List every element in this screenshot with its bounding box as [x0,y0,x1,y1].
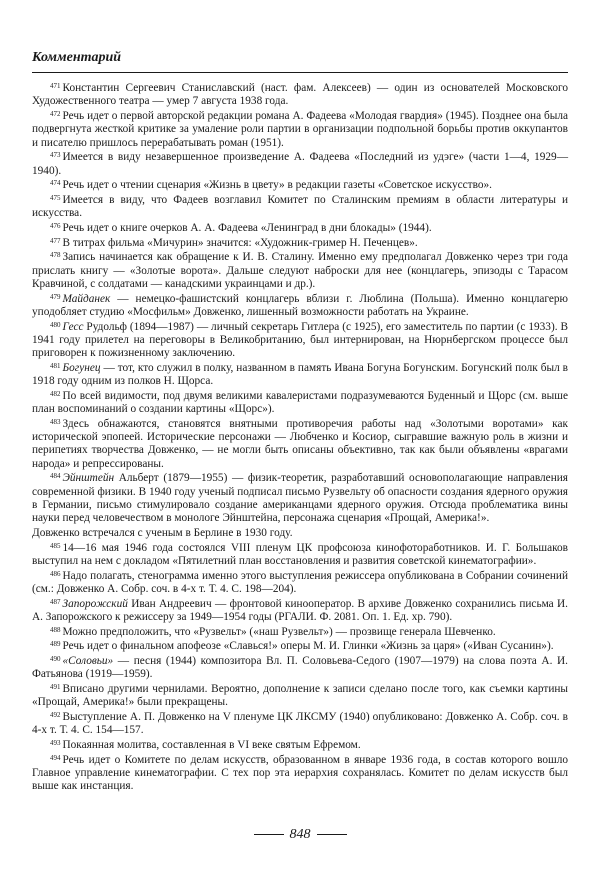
footnote-number: 473 [50,151,61,160]
footnote-486 [32,570,568,597]
footnote-text: Вписано другими чернилами. Вероятно, дополнение к записи сделано после того, как съемки картины «Прощай, Америка!» были прекращены. [32,682,568,709]
footnote-number: 484 [50,472,61,481]
footnote-478 [32,251,568,291]
footer-dash-left [254,834,284,835]
footnote-477 [32,237,568,250]
footnote-number: 477 [50,236,61,245]
footnote-text: Выступление А. П. Довженко на V пленуме ЦК ЛКСМУ (1940) опубликовано: Довженко А. Собр. соч. в 4-х т. Т. 4. С. 154—157. [32,710,568,737]
footnote-text: Можно предположить, что «Рузвельт» («наш Рузвельт») — прозвище генерала Шевченко. [62,625,496,638]
footnote-text: Запись начинается как обращение к И. В. Сталину. Именно ему предполагал Довженко через три года прислать книгу — «Золотые ворота». Дальше следуют наброски для нее (концлагерь, эпизоды с Тарасом Кравчиной, с солдатами — канадскими украинцами и др.). [32,251,568,290]
footnote-text: Здесь обнажаются, становятся внятными противоречия работы над «Золотыми воротами» как исторической эпопеей. Исторические персонажи — Любченко и Косиор, сыгравшие важную роль в жизни и перипетиях творчества Довженко, — не могли быть описаны объективно, так как были объявлены «врагами народа» и репрессированы. [32,417,568,470]
footnote-489 [32,640,568,653]
footnote-text: Покаянная молитва, составленная в VI веке святым Ефремом. [62,738,361,751]
footnote-text: Константин Сергеевич Станиславский (наст. фам. Алексеев) — один из основателей Московского Художественного театра — умер 7 августа 1938 года. [32,82,568,108]
footnote-number: 471 [50,82,61,90]
footnote-text: Альберт (1879—1955) — физик-теоретик, разработавший основополагающие направления современной физики. В 1940 году ученый подписал письмо Рузвельту об опасности создания ядерного оружия в Германии, письмо стимулировало создание американцами ядерного оружия. Отсюда проблематика вины науки перед человечеством в монологе Эйнштейна, персонажа сценария «Прощай, Америка!». [32,472,568,525]
footnote-474 [32,179,568,192]
footnote-481 [32,362,568,389]
footnote-475 [32,194,568,221]
footnote-text: Речь идет о финальном апофеозе «Славься!» оперы М. И. Глинки «Жизнь за царя» («Иван Сусанин»). [62,640,554,653]
footnote-476 [32,222,568,235]
footnote-text: Речь идет о книге очерков А. А. Фадеева «Ленинград в дни блокады» (1944). [62,221,432,234]
footnote-number: 479 [50,292,61,301]
footnote-480 [32,321,568,361]
commentary-notes [32,82,568,795]
footnote-487 [32,598,568,625]
footnote-continuation-14 [32,527,568,540]
footnote-text: Речь идет о первой авторской редакции романа А. Фадеева «Молодая гвардия» (1945). Позднее она была подвергнута жесткой критике за умаление роли партии в организации подпольной борьбы против оккупантов и писателю пришлось перерабатывать роман (1951). [32,109,568,149]
footnote-text: — тот, кто служил в полку, названном в память Ивана Богуна Богунским. Богунский полк был в 1918 году одним из полков Н. Щорса. [32,361,568,388]
footnote-number: 485 [50,541,61,550]
footnote-number: 475 [50,193,61,202]
footnote-text: По всей видимости, под двумя великими кавалеристами подразумеваются Буденный и Щорс (см. выше план воспоминаний о создании картины «Щорс»). [32,389,568,416]
footnote-number: 489 [50,640,61,649]
footnote-text: — песня (1944) композитора Вл. П. Соловьева-Седого (1907—1979) на слова поэта А. И. Фатьянова (1919—1959). [32,654,568,681]
footnote-484 [32,472,568,525]
footnote-number: 480 [50,320,61,329]
footnote-473 [32,151,568,178]
footnote-term: Эйнштейн [62,472,115,485]
footnote-483 [32,418,568,471]
footnote-number: 494 [50,753,61,762]
footnote-472 [32,110,568,150]
footnote-492 [32,711,568,738]
footnote-490 [32,655,568,682]
footnote-number: 476 [50,221,61,230]
footnote-number: 487 [50,597,61,606]
footnote-number: 472 [50,109,61,118]
footnote-494 [32,754,568,794]
footnote-number: 492 [50,710,61,719]
footnote-number: 488 [50,625,61,634]
footnote-482 [32,390,568,417]
footnote-text: Рудольф (1894—1987) — личный секретарь Гитлера (с 1925), его заместитель по партии (с 1933). В 1941 году прилетел на переговоры в Великобританию, был интернирован, на Нюрнбергском процессе был приговорен к пожизненному заключению. [32,320,568,360]
footnote-number: 482 [50,389,61,398]
footnote-term: Майданек [62,292,111,305]
footnote-485 [32,542,568,569]
header-rule [32,72,568,73]
footnote-term: Богунец [62,361,101,374]
footnote-term: Гесс [62,320,84,333]
footnote-term: «Соловьи» [62,654,114,667]
footnote-479 [32,293,568,320]
footnote-number: 493 [50,738,61,747]
footnote-number: 491 [50,682,61,691]
footnote-493 [32,739,568,752]
footnote-text: Имеется в виду незавершенное произведение А. Фадеева «Последний из удэге» (части 1—4, 1929—1940). [32,151,568,177]
footnote-text: Надо полагать, стенограмма именно этого выступления режиссера опубликована в Собрании сочинений (см.: Довженко А. Собр. соч. в 4-х т. Т. 4. С. 198—204). [32,569,568,595]
footnote-491 [32,683,568,710]
footer-dash-right [317,834,347,835]
footnote-text: Речь идет о чтении сценария «Жизнь в цвету» в редакции газеты «Советское искусство». [62,179,492,192]
running-header: Комментарий [32,50,122,65]
footnote-number: 478 [50,251,61,260]
page-number-footer [0,827,600,843]
footnote-488 [32,626,568,639]
footnote-number: 481 [50,361,61,370]
footnote-number: 490 [50,654,61,663]
footnote-text: В титрах фильма «Мичурин» значится: «Художник-гример Н. Печенцев». [62,236,418,249]
footnote-number: 486 [50,569,61,578]
footnote-471 [32,82,568,109]
footnote-number: 474 [50,179,61,188]
footnote-term: Запорожский [62,597,128,610]
footnote-text: Имеется в виду, что Фадеев возглавил Комитет по Сталинским премиям в области литературы и искусства. [32,193,568,220]
footnote-text: Речь идет о Комитете по делам искусств, образованном в январе 1936 года, в состав которого вошло Главное управление кинематографии. С тех пор эта иерархия сохранялась. Комитет по делам искусств был выше как инстанция. [32,753,568,793]
footnote-text: 14—16 мая 1946 года состоялся VIII пленум ЦК профсоюза кинофотоработников. И. Г. Большаков выступил на нем с докладом «Пятилетний план восстановления и развития советской кинематографии». [32,541,568,567]
footnote-text: Иван Андреевич — фронтовой кинооператор. В архиве Довженко сохранились письма И. А. Запорожского к режиссеру за 1949—1954 годы (РГАЛИ. Ф. 2081. Оп. 1. Ед. хр. 790). [32,597,568,623]
page-number: 848 [289,827,311,842]
footnote-number: 483 [50,417,61,426]
footnote-text: Довженко встречался с ученым в Берлине в 1930 году. [32,526,293,539]
footnote-text: — немецко-фашистский концлагерь вблизи г. Люблина (Польша). Именно концлагерю уподобляет студию «Мосфильм» Довженко, лишенный возможности работать на Украине. [32,292,568,318]
